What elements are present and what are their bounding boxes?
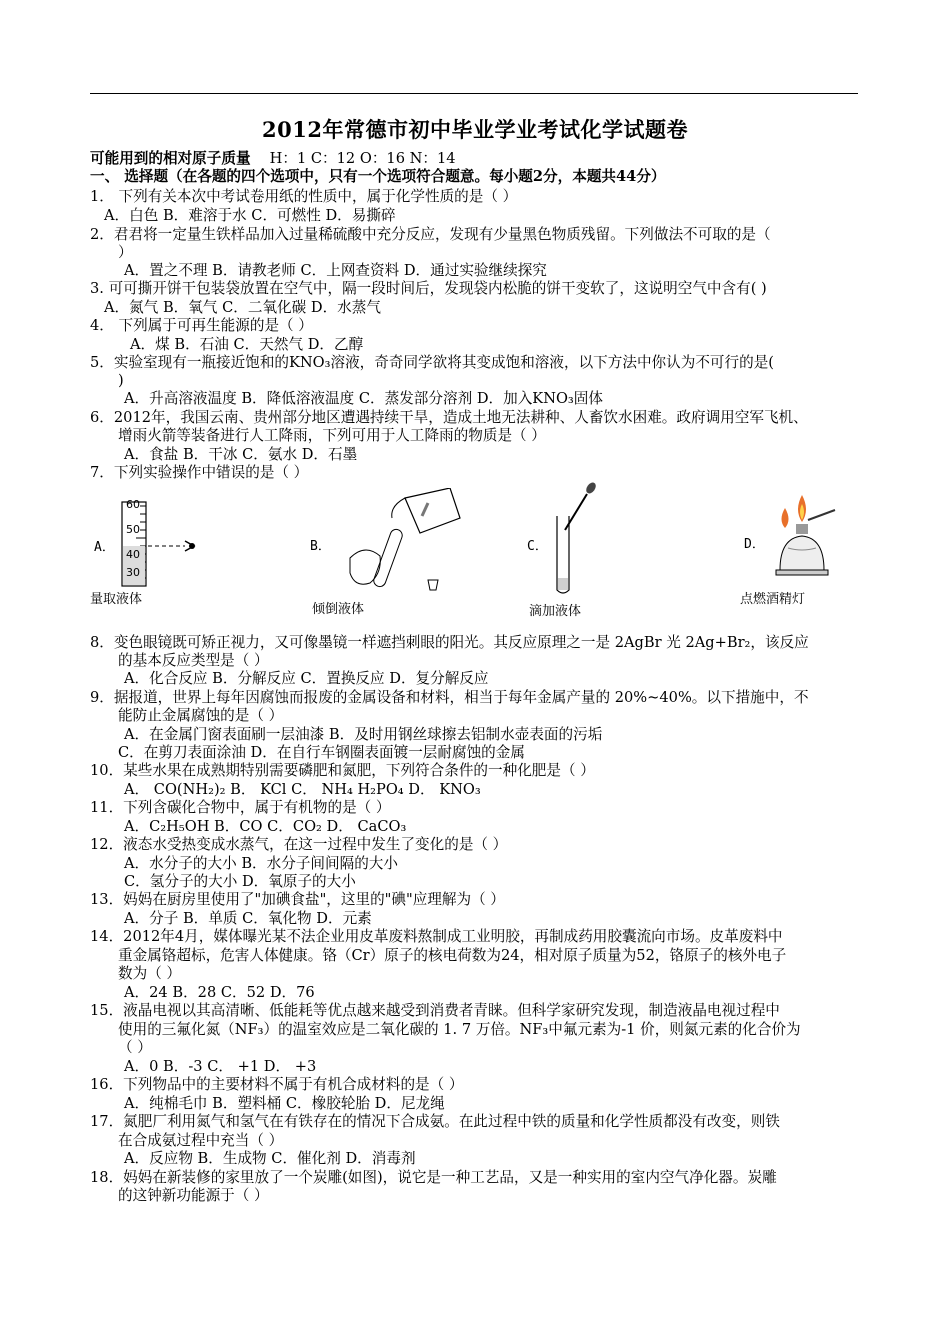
q13-options: A．分子 B．单质 C．氧化物 D．元素 bbox=[124, 910, 372, 927]
question-17: 17．氮肥厂利用氮气和氢气在有铁存在的情况下合成氨。在此过程中铁的质量和化学性质都没有改变，则铁 bbox=[90, 1113, 780, 1130]
question-18: 18．妈妈在新装修的家里放了一个炭雕(如图)，说它是一种工艺品，又是一种实用的室内空气净化器。炭雕 bbox=[90, 1169, 777, 1186]
q7-figures bbox=[90, 496, 860, 626]
figure-b-label: 倾倒液体 bbox=[312, 602, 365, 617]
q15-continuation-1: 使用的三氟化氮（NF₃）的温室效应是二氧化碳的 1. 7 万倍。NF₃中氟元素为-1 价，则氮元素的化合价为 bbox=[118, 1021, 801, 1038]
tick-60: 60 bbox=[126, 498, 140, 511]
q15-options: A．0 B．-3 C． +1 D． +3 bbox=[124, 1058, 317, 1075]
question-11: 11．下列含碳化合物中，属于有机物的是（ ） bbox=[90, 799, 391, 816]
question-7: 7．下列实验操作中错误的是（ ） bbox=[90, 464, 309, 481]
question-3: 3. 可可撕开饼干包装袋放置在空气中，隔一段时间后，发现袋内松脆的饼干变软了，这说明空气中含有( ) bbox=[90, 280, 767, 297]
q14-continuation-1: 重金属铬超标，危害人体健康。铬（Cr）原子的核电荷数为24，相对原子质量为52，铬原子的核外电子 bbox=[118, 947, 787, 964]
q6-continuation: 增雨火箭等装备进行人工降雨，下列可用于人工降雨的物质是（ ） bbox=[118, 427, 546, 444]
atomic-mass-line bbox=[90, 150, 456, 168]
q12-options-ab: A．水分子的大小 B．水分子间间隔的大小 bbox=[124, 855, 398, 872]
q14-options: A．24 B．28 C．52 D．76 bbox=[124, 984, 315, 1001]
pouring-liquid-icon bbox=[310, 488, 490, 598]
figure-c-letter: C． bbox=[527, 539, 548, 554]
question-10: 10．某些水果在成熟期特别需要磷肥和氮肥，下列符合条件的一种化肥是（ ） bbox=[90, 762, 595, 779]
q11-options: A．C₂H₅OH B．CO C．CO₂ D． CaCO₃ bbox=[124, 818, 407, 835]
q5-options: A．升高溶液温度 B．降低溶液温度 C．蒸发部分溶剂 D．加入KNO₃固体 bbox=[124, 390, 603, 407]
figure-b-letter: B． bbox=[310, 539, 331, 554]
q14-continuation-2: 数为（ ） bbox=[118, 965, 182, 982]
q8-continuation: 的基本反应类型是（ ） bbox=[118, 652, 269, 669]
question-12: 12．液态水受热变成水蒸气，在这一过程中发生了变化的是（ ） bbox=[90, 836, 508, 853]
q1-options: A．白色 B．难溶于水 C．可燃性 D．易撕碎 bbox=[104, 207, 396, 224]
tick-50: 50 bbox=[126, 523, 140, 536]
figure-c-label: 滴加液体 bbox=[529, 604, 582, 619]
q9-continuation: 能防止金属腐蚀的是（ ） bbox=[118, 707, 284, 724]
q9-options-ab: A．在金属门窗表面刷一层油漆 B．及时用钢丝球擦去铝制水壶表面的污垢 bbox=[124, 726, 603, 743]
header-rule bbox=[90, 93, 858, 94]
q8-options: A．化合反应 B．分解反应 C．置换反应 D．复分解反应 bbox=[124, 670, 489, 687]
q2-options: A．置之不理 B．请教老师 C．上网查资料 D．通过实验继续探究 bbox=[124, 262, 547, 279]
q17-options: A．反应物 B．生成物 C．催化剂 D．消毒剂 bbox=[124, 1150, 416, 1167]
q17-continuation: 在合成氨过程中充当（ ） bbox=[118, 1132, 284, 1149]
figure-a-letter: A． bbox=[94, 540, 115, 555]
graduated-cylinder-icon bbox=[90, 496, 230, 596]
question-1: 1． 下列有关本次中考试卷用纸的性质中，属于化学性质的是（ ） bbox=[90, 188, 518, 205]
q5-continuation: ) bbox=[118, 372, 124, 389]
question-6: 6．2012年，我国云南、贵州部分地区遭遇持续干旱，造成土地无法耕种、人畜饮水困难。政府调用空军飞机、 bbox=[90, 409, 808, 426]
figure-d-label: 点燃酒精灯 bbox=[740, 592, 806, 607]
q15-continuation-2: （ ） bbox=[118, 1039, 152, 1056]
alcohol-lamp-icon bbox=[740, 490, 860, 590]
q4-options: A．煤 B．石油 C．天然气 D．乙醇 bbox=[130, 336, 364, 353]
figure-d-letter: D． bbox=[744, 537, 765, 552]
tick-40: 40 bbox=[126, 548, 140, 561]
question-15: 15．液晶电视以其高清晰、低能耗等优点越来越受到消费者青睐。但科学家研究发现，制造液晶电视过程中 bbox=[90, 1002, 780, 1019]
q18-continuation: 的这钟新功能源于（ ） bbox=[118, 1187, 269, 1204]
question-16: 16．下列物品中的主要材料不属于有机合成材料的是（ ） bbox=[90, 1076, 464, 1093]
question-13: 13．妈妈在厨房里使用了"加碘食盐"，这里的"碘"应理解为（ ） bbox=[90, 891, 505, 908]
q3-options: A．氮气 B．氧气 C．二氧化碳 D．水蒸气 bbox=[104, 299, 381, 316]
q2-continuation: ） bbox=[118, 244, 133, 261]
figure-c bbox=[525, 480, 645, 620]
question-14: 14．2012年4月，媒体曝光某不法企业用皮革废料熬制成工业明胶，再制成药用胶囊流向市场。皮革废料中 bbox=[90, 928, 783, 945]
question-8: 8．变色眼镜既可矫正视力，又可像墨镜一样遮挡刺眼的阳光。其反应原理之一是 2AgBr 光 2Ag+Br₂，该反应 bbox=[90, 634, 809, 651]
figure-a bbox=[90, 496, 230, 606]
figure-d bbox=[740, 490, 860, 610]
section-heading: 一、 选择题（在各题的四个选项中，只有一个选项符合题意。每小题2分，本题共44分） bbox=[90, 168, 666, 185]
question-2: 2．君君将一定量生铁样品加入过量稀硫酸中充分反应，发现有少量黑色物质残留。下列做法不可取的是（ bbox=[90, 226, 771, 243]
q16-options: A．纯棉毛巾 B．塑料桶 C．橡胶轮胎 D．尼龙绳 bbox=[124, 1095, 445, 1112]
atomic-mass-label: 可能用到的相对原子质量 bbox=[90, 150, 251, 167]
q12-options-cd: C．氢分子的大小 D．氧原子的大小 bbox=[124, 873, 356, 890]
question-5: 5．实验室现有一瓶接近饱和的KNO₃溶液，奇奇同学欲将其变成饱和溶液，以下方法中你认为不可行的是( bbox=[90, 354, 775, 371]
question-9: 9．据报道，世界上每年因腐蚀而报废的金属设备和材料，相当于每年金属产量的 20%~40%。以下措施中，不 bbox=[90, 689, 809, 706]
figure-b bbox=[310, 488, 490, 618]
q9-options-cd: C．在剪刀表面涂油 D．在自行车钢圈表面镀一层耐腐蚀的金属 bbox=[118, 744, 525, 761]
dropper-icon bbox=[525, 480, 645, 600]
q10-options: A． CO(NH₂)₂ B． KCl C． NH₄ H₂PO₄ D． KNO₃ bbox=[124, 781, 481, 798]
tick-30: 30 bbox=[126, 566, 140, 579]
figure-a-label: 量取液体 bbox=[90, 592, 143, 607]
q6-options: A．食盐 B．干冰 C．氨水 D．石墨 bbox=[124, 446, 358, 463]
question-4: 4． 下列属于可再生能源的是（ ） bbox=[90, 317, 313, 334]
page-title: 2012年常德市初中毕业学业考试化学试题卷 bbox=[262, 117, 688, 142]
atomic-mass-values: H：1 C：12 O：16 N：14 bbox=[269, 150, 456, 167]
